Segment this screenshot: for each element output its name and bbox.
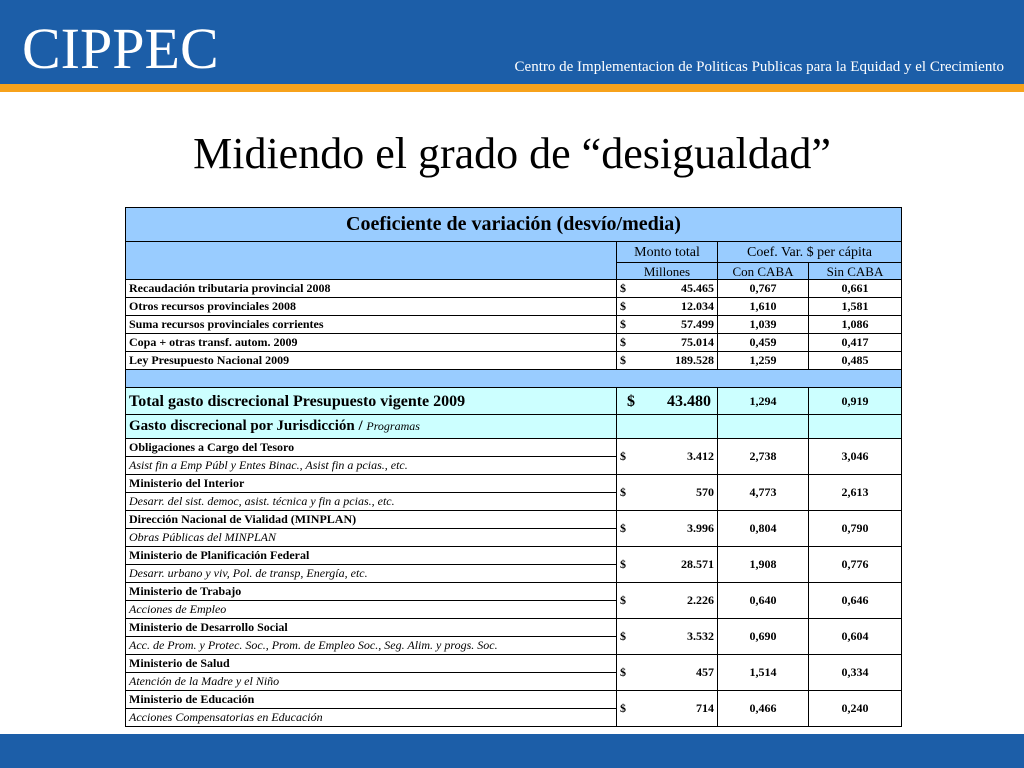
- ministry-sin-caba: 0,776: [809, 547, 902, 583]
- cippec-logo: CIPPEC: [22, 16, 219, 81]
- currency-sign: $: [620, 281, 626, 295]
- ministry-row: [126, 511, 902, 529]
- row-label: Recaudación tributaria provincial 2008: [126, 280, 617, 298]
- col-monto-total: Monto total: [617, 242, 718, 263]
- ministry-row: [126, 583, 902, 601]
- ministry-con-caba: 1,908: [718, 547, 809, 583]
- ministry-row: [126, 475, 902, 493]
- ministry-sin-caba: 0,334: [809, 655, 902, 691]
- ministry-program: Desarr. del sist. democ, asist. técnica y fin a pcias., etc.: [126, 493, 617, 511]
- ministry-sin-caba: 0,240: [809, 691, 902, 727]
- currency-sign: $: [620, 299, 626, 313]
- jurisdiction-header-row: [126, 415, 902, 439]
- currency-sign: $: [620, 317, 626, 331]
- row-monto: 189.528: [675, 353, 714, 367]
- ministry-program: Acciones de Empleo: [126, 601, 617, 619]
- row-label: Otros recursos provinciales 2008: [126, 298, 617, 316]
- ministry-con-caba: 4,773: [718, 475, 809, 511]
- row-monto: 57.499: [681, 317, 714, 331]
- row-sin-caba: 0,485: [809, 352, 902, 370]
- header-empty: [126, 242, 617, 280]
- total-sin-caba: 0,919: [809, 388, 902, 415]
- row-label: Suma recursos provinciales corrientes: [126, 316, 617, 334]
- currency-sign: $: [620, 701, 626, 715]
- currency-sign: $: [620, 353, 626, 367]
- table-row: [126, 316, 902, 334]
- juris-sub: Programas: [366, 419, 420, 433]
- total-row: [126, 388, 902, 415]
- currency-sign: $: [620, 593, 626, 607]
- ministry-sin-caba: 3,046: [809, 439, 902, 475]
- currency-sign: $: [620, 629, 626, 643]
- table-row: [126, 298, 902, 316]
- sub-sin-caba: Sin CABA: [809, 263, 902, 280]
- table-title: Coeficiente de variación (desvío/media): [126, 208, 902, 242]
- accent-bar: [0, 84, 1024, 92]
- total-monto: 43.480: [667, 392, 711, 410]
- ministry-name: Ministerio de Educación: [126, 691, 617, 709]
- ministry-monto: 3.996: [687, 521, 714, 535]
- ministry-con-caba: 0,640: [718, 583, 809, 619]
- ministry-monto: 28.571: [681, 557, 714, 571]
- ministry-row: [126, 439, 902, 457]
- ministry-row: [126, 547, 902, 565]
- row-sin-caba: 1,086: [809, 316, 902, 334]
- footer-bar: [0, 734, 1024, 768]
- row-label: Copa + otras transf. autom. 2009: [126, 334, 617, 352]
- ministry-sin-caba: 2,613: [809, 475, 902, 511]
- ministry-program: Acciones Compensatorias en Educación: [126, 709, 617, 727]
- row-con-caba: 1,259: [718, 352, 809, 370]
- currency-sign: $: [620, 665, 626, 679]
- ministry-row: [126, 691, 902, 709]
- row-monto: 12.034: [681, 299, 714, 313]
- ministry-con-caba: 2,738: [718, 439, 809, 475]
- total-con-caba: 1,294: [718, 388, 809, 415]
- ministry-monto: 714: [696, 701, 714, 715]
- row-sin-caba: 0,417: [809, 334, 902, 352]
- row-con-caba: 0,459: [718, 334, 809, 352]
- ministry-monto: 457: [696, 665, 714, 679]
- col-coef-var: Coef. Var. $ per cápita: [718, 242, 902, 263]
- ministry-row: [126, 655, 902, 673]
- ministry-name: Dirección Nacional de Vialidad (MINPLAN): [126, 511, 617, 529]
- ministry-monto: 3.532: [687, 629, 714, 643]
- ministry-program: Asist fin a Emp Públ y Entes Binac., Asist fin a pcias., etc.: [126, 457, 617, 475]
- ministry-name: Obligaciones a Cargo del Tesoro: [126, 439, 617, 457]
- ministry-row: [126, 619, 902, 637]
- ministry-monto: 3.412: [687, 449, 714, 463]
- row-con-caba: 0,767: [718, 280, 809, 298]
- slide-title: Midiendo el grado de “desigualdad”: [193, 129, 831, 178]
- ministry-con-caba: 0,690: [718, 619, 809, 655]
- ministry-program: Atención de la Madre y el Niño: [126, 673, 617, 691]
- ministry-monto: 570: [696, 485, 714, 499]
- ministry-name: Ministerio de Desarrollo Social: [126, 619, 617, 637]
- ministry-name: Ministerio de Planificación Federal: [126, 547, 617, 565]
- currency-sign: $: [620, 521, 626, 535]
- sub-millones: Millones: [617, 263, 718, 280]
- table-row: [126, 334, 902, 352]
- ministry-program: Acc. de Prom. y Protec. Soc., Prom. de Empleo Soc., Seg. Alim. y progs. Soc.: [126, 637, 617, 655]
- ministry-con-caba: 0,804: [718, 511, 809, 547]
- table-row: [126, 280, 902, 298]
- ministry-con-caba: 1,514: [718, 655, 809, 691]
- row-con-caba: 1,610: [718, 298, 809, 316]
- row-sin-caba: 0,661: [809, 280, 902, 298]
- ministry-program: Desarr. urbano y viv, Pol. de transp, Energía, etc.: [126, 565, 617, 583]
- currency-sign: $: [620, 335, 626, 349]
- ministry-name: Ministerio de Salud: [126, 655, 617, 673]
- currency-sign: $: [627, 392, 635, 410]
- ministry-name: Ministerio del Interior: [126, 475, 617, 493]
- org-name: Centro de Implementacion de Politicas Publicas para la Equidad y el Crecimiento: [514, 59, 1004, 75]
- table-row: [126, 352, 902, 370]
- row-monto: 75.014: [681, 335, 714, 349]
- total-label: Total gasto discrecional Presupuesto vigente 2009: [126, 388, 617, 415]
- ministry-con-caba: 0,466: [718, 691, 809, 727]
- currency-sign: $: [620, 485, 626, 499]
- ministry-sin-caba: 0,790: [809, 511, 902, 547]
- row-label: Ley Presupuesto Nacional 2009: [126, 352, 617, 370]
- currency-sign: $: [620, 557, 626, 571]
- juris-label: Gasto discrecional por Jurisdicción /: [129, 418, 363, 434]
- spacer-row: [126, 370, 902, 388]
- ministry-sin-caba: 0,604: [809, 619, 902, 655]
- row-sin-caba: 1,581: [809, 298, 902, 316]
- currency-sign: $: [620, 449, 626, 463]
- ministry-monto: 2.226: [687, 593, 714, 607]
- sub-con-caba: Con CABA: [718, 263, 809, 280]
- row-monto: 45.465: [681, 281, 714, 295]
- ministry-program: Obras Públicas del MINPLAN: [126, 529, 617, 547]
- ministry-sin-caba: 0,646: [809, 583, 902, 619]
- coef-variation-table: [125, 207, 902, 727]
- row-con-caba: 1,039: [718, 316, 809, 334]
- ministry-name: Ministerio de Trabajo: [126, 583, 617, 601]
